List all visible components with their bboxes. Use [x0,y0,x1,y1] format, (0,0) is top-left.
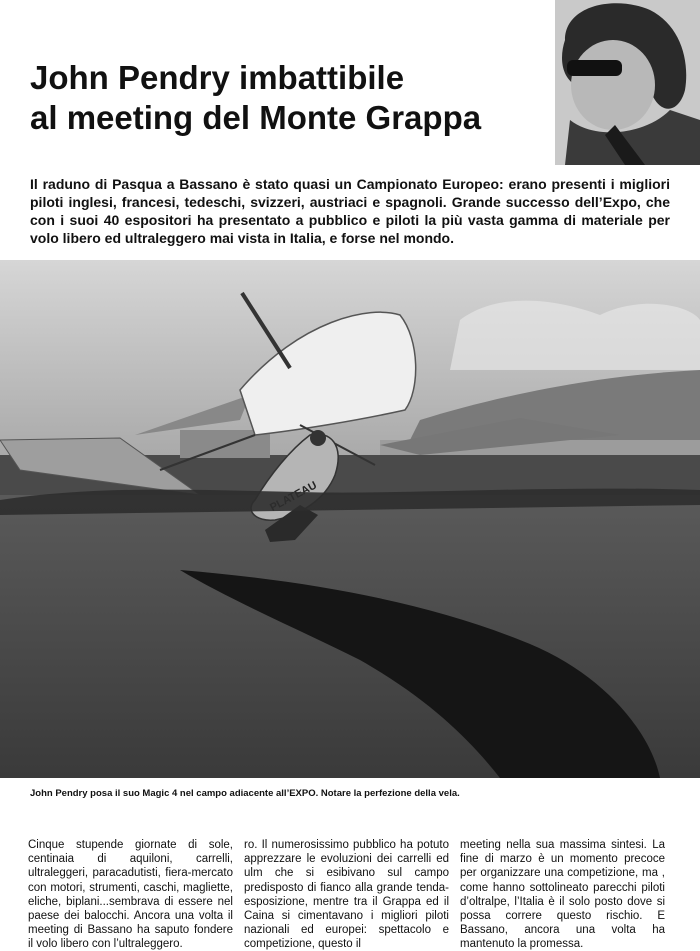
portrait-illustration [555,0,700,165]
pilot-portrait-photo [555,0,700,165]
article-title [30,58,570,138]
article-title-line-2: al meeting del Monte Grappa [30,99,482,136]
hang-glider-scene [0,260,700,778]
article-lead: Il raduno di Pasqua a Bassano è stato quasi un Campionato Europeo: erano presenti i migliori piloti inglesi, francesi, tedeschi, svizzeri, austriaci e spagnoli. Grande successo dell’Expo, che con i suoi 40 espositori ha presentato a pubblico e piloti la più vasta gamma di materiale per volo libero ed ultraleggero mai vista in Italia, e forse nel mondo. [30,176,670,246]
body-column-3: meeting nella sua massima sintesi. La fine di marzo è un momento precoce per organizzare una competizione, ma , come hanno sottolineato parecchi piloti d’oltralpe, l’Italia è il solo posto dove si possa correre questo rischio. E Bassano, ancora una volta ha mantenuto la promessa. [460,839,665,951]
article-title-line-1: John Pendry imbattibile [30,59,405,96]
body-column-1: Cinque stupende giornate di sole, centinaia di aquiloni, carrelli, ultraleggeri, paracadutisti, fiera-mercato con motori, strumenti, caschi, magliette, eliche, biplani...sembrava di essere nel paese dei balocchi. Ancora una volta il meeting di Bassano ha saputo fondere il volo libero con l’ultraleggero. [28,839,233,951]
main-photo [0,260,700,778]
photo-caption: John Pendry posa il suo Magic 4 nel campo adiacente all’EXPO. Notare la perfezione della vela. [30,788,460,799]
body-column-2: ro. Il numerosissimo pubblico ha potuto apprezzare le evoluzioni dei carrelli ed ulm che si esibivano sul campo predisposto di fianco alla grande tenda-esposizione, mentre tra il Grappa ed il Caina si cimentavano i migliori piloti nazionali ed europei: spettacolo e competizione, questo il [244,839,449,951]
